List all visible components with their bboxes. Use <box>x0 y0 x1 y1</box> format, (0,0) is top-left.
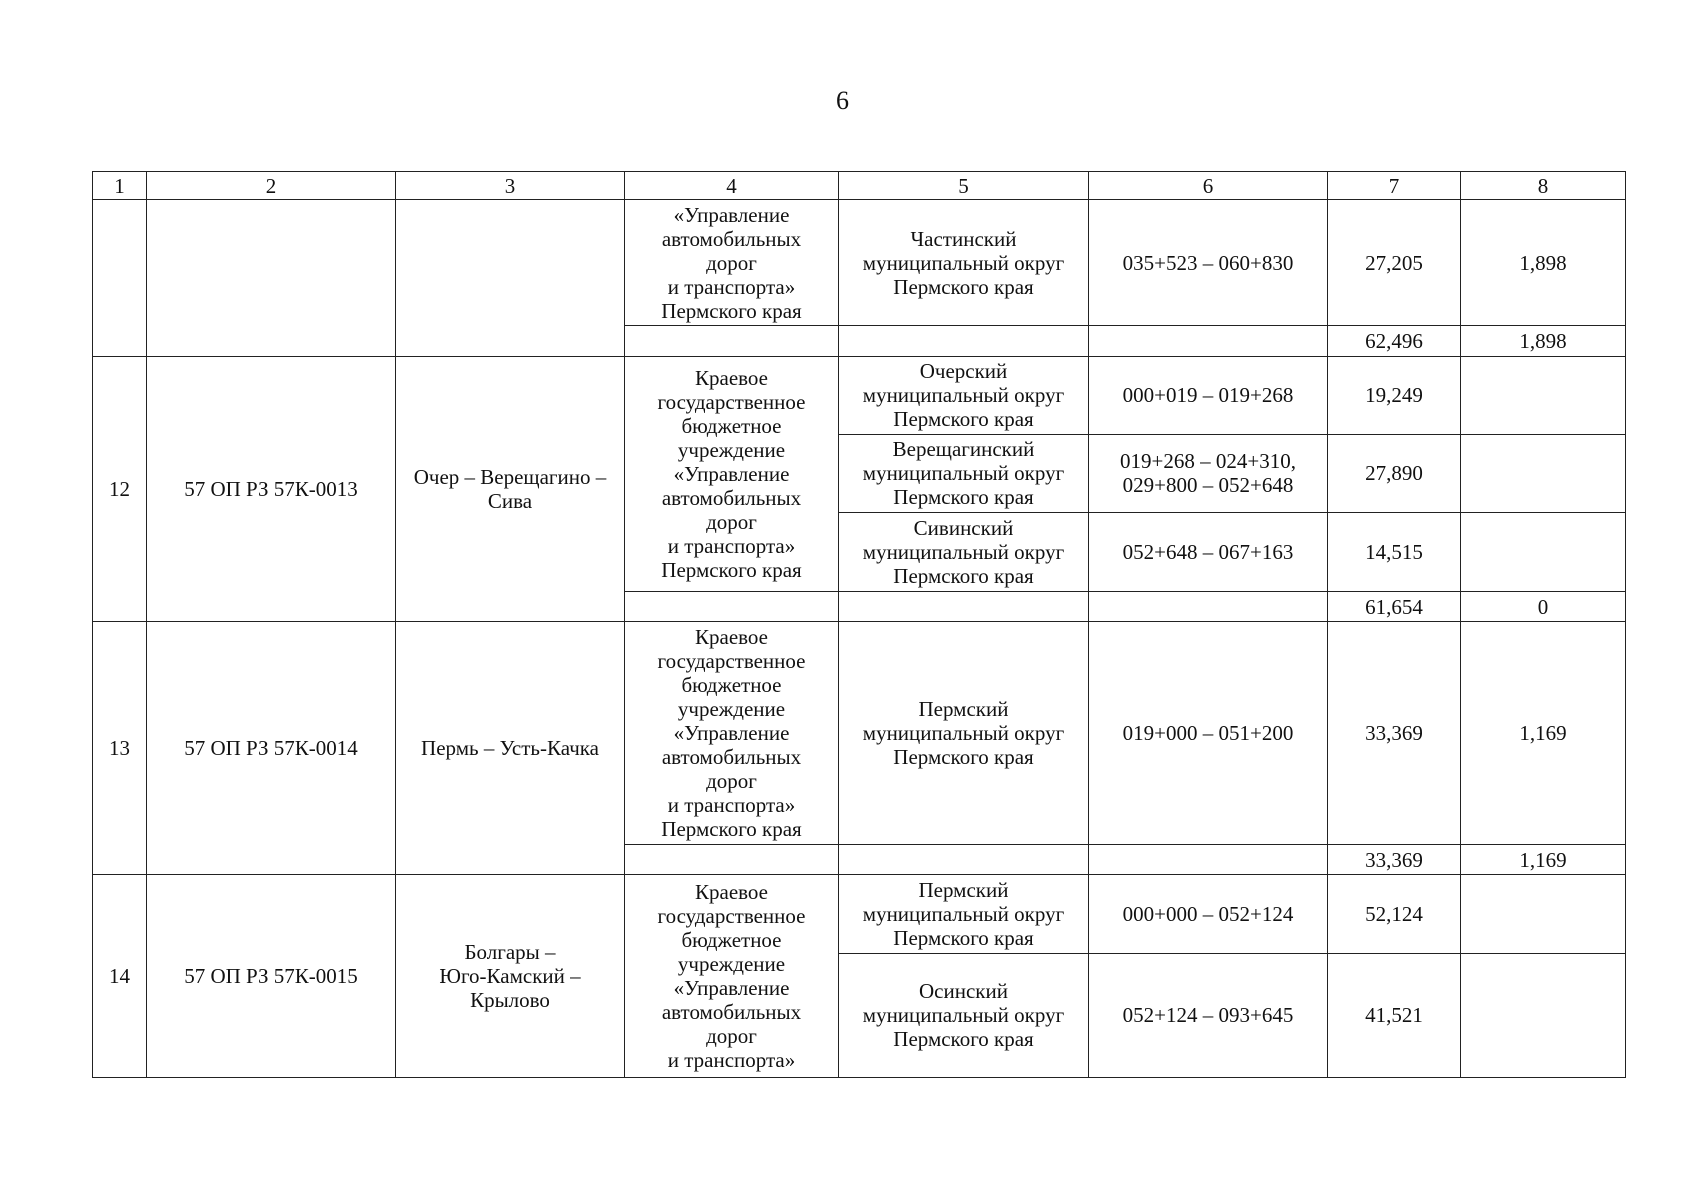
organization-cell: Краевое государственное бюджетное учреждение «Управление автомобильных дорог и транспорта» Пермского края <box>625 622 839 845</box>
organization-cell: «Управление автомобильных дорог и транспорта» Пермского края <box>625 200 839 326</box>
district-cell: Верещагинский муниципальный округ Пермского края <box>839 434 1089 512</box>
header-cell: 5 <box>839 172 1089 200</box>
road-name-cell: Пермь – Усть-Качка <box>396 622 625 875</box>
length-cell: 27,890 <box>1328 434 1461 512</box>
empty-cell <box>625 592 839 622</box>
district-cell: Очерский муниципальный округ Пермского края <box>839 356 1089 434</box>
empty-cell <box>839 845 1089 875</box>
header-cell: 2 <box>147 172 396 200</box>
empty-cell <box>1089 326 1328 356</box>
km-range-cell: 000+019 – 019+268 <box>1089 356 1328 434</box>
table-row <box>93 200 1626 326</box>
row-number-cell <box>93 200 147 357</box>
total-length-cell: 62,496 <box>1328 326 1461 356</box>
roads-table <box>92 171 1626 1078</box>
header-cell: 7 <box>1328 172 1461 200</box>
header-cell: 1 <box>93 172 147 200</box>
km-range-cell: 052+648 – 067+163 <box>1089 513 1328 592</box>
col8-cell <box>1461 513 1626 592</box>
km-range-cell: 019+268 – 024+310, 029+800 – 052+648 <box>1089 434 1328 512</box>
row-number-cell: 13 <box>93 622 147 875</box>
col8-cell: 1,169 <box>1461 622 1626 845</box>
road-name-cell: Болгары – Юго-Камский – Крылово <box>396 875 625 1078</box>
road-code-cell <box>147 200 396 357</box>
total-col8-cell: 1,898 <box>1461 326 1626 356</box>
km-range-cell: 000+000 – 052+124 <box>1089 875 1328 953</box>
district-cell: Осинский муниципальный округ Пермского края <box>839 953 1089 1078</box>
district-cell: Частинский муниципальный округ Пермского края <box>839 200 1089 326</box>
empty-cell <box>1089 592 1328 622</box>
km-range-cell: 019+000 – 051+200 <box>1089 622 1328 845</box>
km-range-cell: 052+124 – 093+645 <box>1089 953 1328 1078</box>
length-cell: 33,369 <box>1328 622 1461 845</box>
col8-cell <box>1461 356 1626 434</box>
row-number-cell: 12 <box>93 356 147 622</box>
total-col8-cell: 0 <box>1461 592 1626 622</box>
length-cell: 52,124 <box>1328 875 1461 953</box>
empty-cell <box>839 326 1089 356</box>
page-number: 6 <box>836 86 849 115</box>
empty-cell <box>625 326 839 356</box>
col8-cell <box>1461 875 1626 953</box>
empty-cell <box>1089 845 1328 875</box>
header-row <box>93 172 1626 200</box>
road-name-cell <box>396 200 625 357</box>
total-col8-cell: 1,169 <box>1461 845 1626 875</box>
organization-cell: Краевое государственное бюджетное учреждение «Управление автомобильных дорог и транспорта» Пермского края <box>625 356 839 592</box>
length-cell: 27,205 <box>1328 200 1461 326</box>
col8-cell: 1,898 <box>1461 200 1626 326</box>
length-cell: 19,249 <box>1328 356 1461 434</box>
total-length-cell: 61,654 <box>1328 592 1461 622</box>
header-cell: 4 <box>625 172 839 200</box>
km-range-cell: 035+523 – 060+830 <box>1089 200 1328 326</box>
header-cell: 6 <box>1089 172 1328 200</box>
header-cell: 3 <box>396 172 625 200</box>
road-code-cell: 57 ОП РЗ 57К-0015 <box>147 875 396 1078</box>
col8-cell <box>1461 953 1626 1078</box>
empty-cell <box>839 592 1089 622</box>
organization-cell: Краевое государственное бюджетное учреждение «Управление автомобильных дорог и транспорта» <box>625 875 839 1078</box>
row-number-cell: 14 <box>93 875 147 1078</box>
table-row <box>93 356 1626 434</box>
district-cell: Пермский муниципальный округ Пермского края <box>839 622 1089 845</box>
total-length-cell: 33,369 <box>1328 845 1461 875</box>
header-cell: 8 <box>1461 172 1626 200</box>
road-name-cell: Очер – Верещагино – Сива <box>396 356 625 622</box>
district-cell: Пермский муниципальный округ Пермского края <box>839 875 1089 953</box>
length-cell: 41,521 <box>1328 953 1461 1078</box>
col8-cell <box>1461 434 1626 512</box>
table-row <box>93 875 1626 953</box>
road-code-cell: 57 ОП РЗ 57К-0013 <box>147 356 396 622</box>
district-cell: Сивинский муниципальный округ Пермского края <box>839 513 1089 592</box>
road-code-cell: 57 ОП РЗ 57К-0014 <box>147 622 396 875</box>
empty-cell <box>625 845 839 875</box>
length-cell: 14,515 <box>1328 513 1461 592</box>
table-row <box>93 622 1626 845</box>
